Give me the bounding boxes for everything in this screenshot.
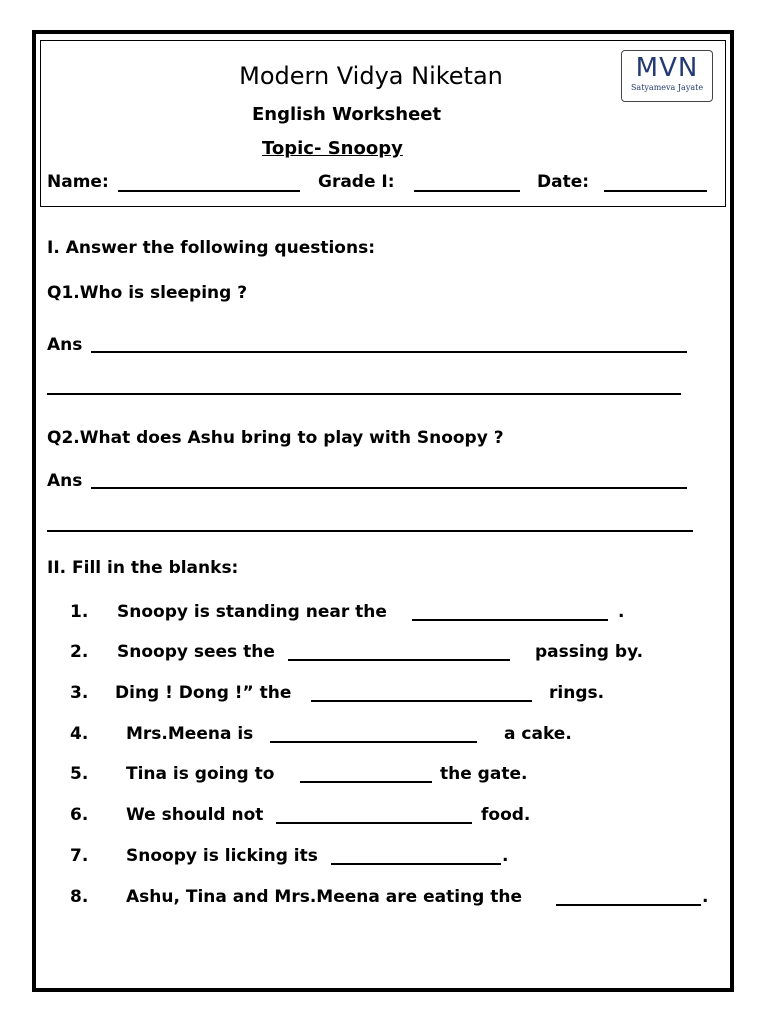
blank-item-suffix: rings. (549, 683, 605, 703)
blank-item-suffix: the gate. (440, 764, 528, 784)
worksheet-subject: English Worksheet (252, 104, 442, 125)
blank-line-1[interactable] (412, 619, 608, 621)
blank-item-number: 8. (70, 887, 89, 907)
blank-item-number: 5. (70, 764, 89, 784)
blank-item-number: 7. (70, 846, 89, 866)
blank-item-number: 1. (70, 602, 89, 622)
blank-item-text: Tina is going to (126, 764, 275, 784)
blank-item-suffix: . (702, 887, 709, 907)
logo-tagline: Satyameva Jayate (630, 83, 704, 92)
blank-line-5[interactable] (300, 781, 432, 783)
name-label: Name: (47, 172, 109, 192)
answer-line-2b[interactable] (47, 530, 693, 532)
blank-item-text: Mrs.Meena is (126, 724, 254, 744)
date-label: Date: (537, 172, 590, 192)
blank-line-8[interactable] (556, 904, 701, 906)
school-logo (621, 50, 713, 102)
blank-item-text: Snoopy is licking its (126, 846, 318, 866)
blank-item-text: Snoopy sees the (117, 642, 275, 662)
answer-line-1a[interactable] (91, 351, 687, 353)
blank-item-suffix: . (618, 602, 625, 622)
grade-label: Grade I: (318, 172, 395, 192)
blank-item-text: Snoopy is standing near the (117, 602, 387, 622)
blank-item-text: Ding ! Dong !” the (115, 683, 292, 703)
section2-heading: II. Fill in the blanks: (47, 558, 239, 578)
blank-item-suffix: food. (481, 805, 531, 825)
answer-label-1: Ans (47, 335, 83, 355)
question-2: Q2.What does Ashu bring to play with Snoopy ? (47, 428, 504, 448)
blank-item-number: 6. (70, 805, 89, 825)
blank-line-2[interactable] (288, 659, 510, 661)
section1-heading: I. Answer the following questions: (47, 238, 375, 258)
answer-label-2: Ans (47, 471, 83, 491)
blank-item-suffix: passing by. (535, 642, 644, 662)
blank-item-text: We should not (126, 805, 264, 825)
blank-item-text: Ashu, Tina and Mrs.Meena are eating the (126, 887, 522, 907)
answer-line-2a[interactable] (91, 487, 687, 489)
grade-field[interactable] (414, 190, 520, 192)
logo-text: MVN (635, 53, 699, 83)
worksheet-topic: Topic- Snoopy (262, 138, 403, 159)
name-field[interactable] (118, 190, 300, 192)
blank-line-7[interactable] (331, 863, 501, 865)
blank-item-number: 4. (70, 724, 89, 744)
blank-line-4[interactable] (270, 741, 477, 743)
question-1: Q1.Who is sleeping ? (47, 283, 248, 303)
blank-item-suffix: . (502, 846, 509, 866)
date-field[interactable] (604, 190, 707, 192)
school-name: Modern Vidya Niketan (239, 62, 503, 90)
blank-item-number: 3. (70, 683, 89, 703)
blank-item-suffix: a cake. (504, 724, 572, 744)
blank-item-number: 2. (70, 642, 89, 662)
blank-line-6[interactable] (276, 822, 472, 824)
answer-line-1b[interactable] (47, 393, 681, 395)
blank-line-3[interactable] (311, 700, 532, 702)
